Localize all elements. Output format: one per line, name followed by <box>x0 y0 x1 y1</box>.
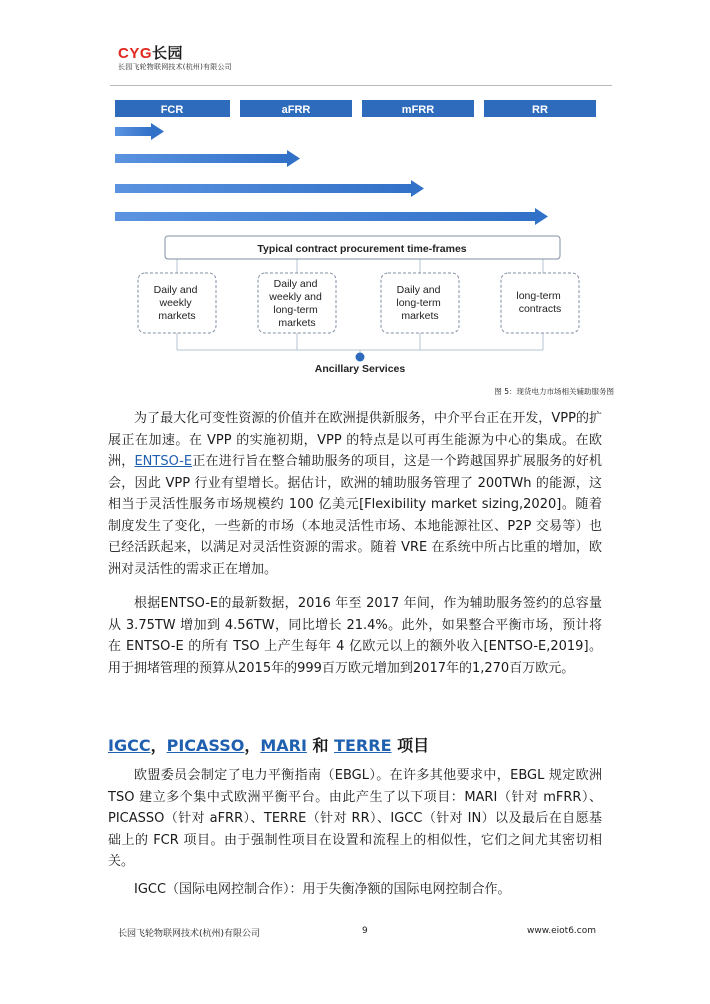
logo-subtitle: 长园飞轮物联网技术(杭州)有限公司 <box>118 63 232 71</box>
phase-bar-mfrr <box>362 100 474 117</box>
ancillary-label: Ancillary Services <box>314 363 406 375</box>
heading-and: 和 <box>306 736 335 755</box>
heading-end: 项目 <box>391 736 430 755</box>
logo-mark-cn: 长园 <box>152 45 184 62</box>
svg-text:Daily and long-term <box>396 284 443 322</box>
market-1-line-3: markets <box>158 310 196 322</box>
arrow-rr <box>115 208 548 225</box>
para3-text: 欧盟委员会制定了电力平衡指南（EBGL）。在许多其他要求中，EBGL 规定欧洲 TSO 建立多个集中式欧洲平衡平台。由此产生了以下项目：MARI（针对 mFRR）、PICASSO（针对 aFRR）、TERRE（针对 RR）、IGCC（针对 IN）以及最后在自愿基础上的 FCR 项目。由于强制性项目在设置和流程上的相似性，它们之间尤其密切相关。 <box>108 768 602 869</box>
timeframes-title: Typical contract procurement time-frames <box>257 243 467 255</box>
picasso-link[interactable]: PICASSO <box>166 736 245 755</box>
timeframes-box <box>165 236 560 259</box>
guide-lines <box>177 259 543 357</box>
ancillary-node <box>356 353 365 362</box>
figure-caption: 图 5：现货电力市场相关辅助服务图 <box>494 387 614 396</box>
heading-sep-1: ， <box>150 736 167 755</box>
phase-bar-afrr <box>240 100 352 117</box>
footer-company: 长园飞轮物联网技术(杭州)有限公司 <box>118 929 261 939</box>
ancillary-services-diagram <box>110 95 610 385</box>
header-divider <box>110 85 612 86</box>
paragraph-igcc <box>108 879 602 901</box>
entsoe-link[interactable]: ENTSO-E <box>134 454 193 469</box>
market-box-3 <box>381 273 459 333</box>
heading-sep-2: ， <box>244 736 261 755</box>
phase-label-afrr: aFRR <box>281 104 311 116</box>
market-2-line-1: Daily and <box>273 278 318 290</box>
arrow-mfrr <box>115 180 424 197</box>
paragraph-ebgl <box>108 765 602 873</box>
market-4-line-1: long-term <box>516 290 561 302</box>
footer-website[interactable]: www.eiot6.com <box>527 926 596 936</box>
mari-link[interactable]: MARI <box>260 736 307 755</box>
market-2-line-4: markets <box>278 317 316 329</box>
market-3-line-2: long-term <box>396 297 441 309</box>
arrow-afrr <box>115 150 300 167</box>
market-3-line-1: Daily and <box>396 284 441 296</box>
terre-link[interactable]: TERRE <box>334 736 392 755</box>
svg-text:Daily and weekly m <box>154 284 201 322</box>
igcc-link[interactable]: IGCC <box>108 736 151 755</box>
market-box-1 <box>138 273 216 333</box>
logo-mark: CYG <box>118 45 153 62</box>
market-4-line-2: contracts <box>518 303 562 315</box>
svg-text:long-term contracts <box>516 290 563 315</box>
market-1-line-2: weekly <box>159 297 192 309</box>
market-3-line-3: markets <box>401 310 439 322</box>
arrow-fcr <box>115 123 164 140</box>
phase-label-fcr: FCR <box>160 104 184 116</box>
para1-text-a: 为了最大化可变性资源的价值并在欧洲提供新服务，中介平台正在开发，VPP的扩展正在加速。在 VPP 的实施初期，VPP 的特点是以可再生能源为中心的集成。在欧洲， <box>108 411 602 469</box>
page-number: 9 <box>362 926 368 936</box>
market-2-line-2: weekly and <box>269 291 322 303</box>
market-box-2 <box>258 273 336 333</box>
phase-bar-fcr <box>115 100 230 117</box>
paragraph-vpp <box>108 408 602 580</box>
phase-label-rr: RR <box>532 104 548 116</box>
section-heading <box>108 733 429 756</box>
market-box-4 <box>501 273 579 333</box>
market-1-line-1: Daily and <box>153 284 198 296</box>
phase-bar-rr <box>484 100 596 117</box>
para1-text-b: 正在进行旨在整合辅助服务的项目，这是一个跨越国界扩展服务的好机会，因此 VPP 行业有望增长。据估计，欧洲的辅助服务管理了 200TWh 的能源，这相当于灵活性服务市场规模约 100 亿美元[Flexibility market sizing,2020]。随着制度发生了变化，一些新的市场（本地灵活性市场、本地能源社区、P2P 交易等）也已经活跃起来，以满足对灵活性资源的需求。随着 VRE 在系统中所占比重的增加，欧洲对灵活性的需求正在增加。 <box>108 454 602 577</box>
para2-text: 根据ENTSO-E的最新数据，2016 年至 2017 年间，作为辅助服务签约的总容量从 3.75TW 增加到 4.56TW，同比增长 21.4%。此外，如果整合平衡市场，预计将在 ENTSO-E 的所有 TSO 上产生每年 4 亿欧元以上的额外收入[ENTSO-E,2019]。用于拥堵管理的预算从2015年的999百万欧元增加到2017年的1,270百万欧元。 <box>108 596 602 676</box>
para4-text: IGCC（国际电网控制合作）：用于失衡净额的国际电网控制合作。 <box>134 882 511 897</box>
paragraph-entsoe-data <box>108 593 602 679</box>
market-2-line-3: long-term <box>273 304 318 316</box>
company-logo <box>118 46 232 72</box>
phase-label-mfrr: mFRR <box>401 104 435 116</box>
